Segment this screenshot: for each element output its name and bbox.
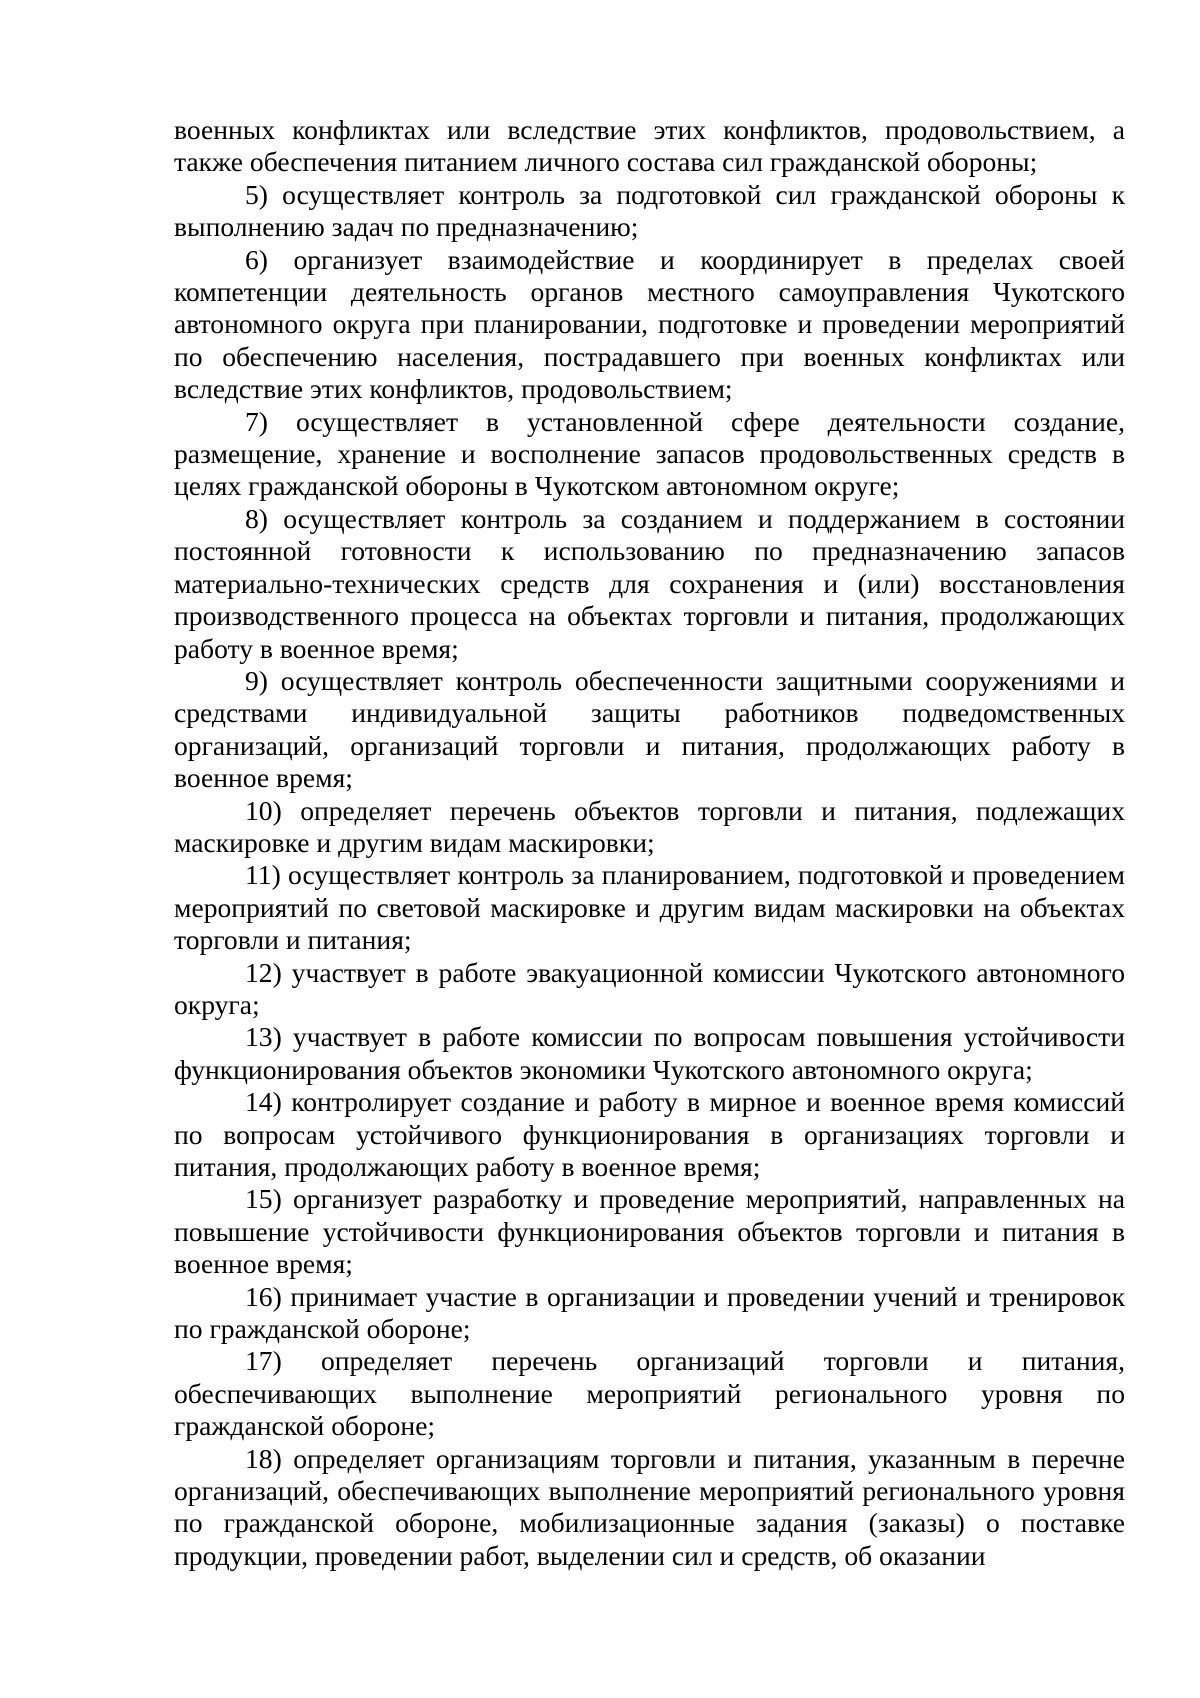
paragraph-item-17: 17) определяет перечень организаций торговли и питания, обеспечивающих выполнение мероприятий регионального уровня по гражданской обороне; (174, 1345, 1125, 1442)
paragraph-item-13: 13) участвует в работе комиссии по вопросам повышения устойчивости функционирования объектов экономики Чукотского автономного округа; (174, 1021, 1125, 1085)
paragraph-item-12: 12) участвует в работе эвакуационной комиссии Чукотского автономного округа; (174, 956, 1125, 1020)
paragraph-item-5: 5) осуществляет контроль за подготовкой сил гражданской обороны к выполнению задач по предназначению; (174, 178, 1125, 243)
paragraph-item-11: 11) осуществляет контроль за планированием, подготовкой и проведением мероприятий по световой маскировке и другим видам маскировки на объектах торговли и питания; (174, 859, 1125, 956)
paragraph-item-6: 6) организует взаимодействие и координирует в пределах своей компетенции деятельность органов местного самоуправления Чукотского автономного округа при планировании, подготовке и проведении мероприятий по обеспечению населения, пострадавшего при военных конфликтах или вследствие этих конфликтов, продовольствием; (174, 243, 1125, 405)
document-body (174, 114, 1125, 1572)
paragraph-continuation: военных конфликтах или вследствие этих конфликтов, продовольствием, а также обеспечения питанием личного состава сил гражданской обороны; (174, 114, 1125, 178)
paragraph-item-7: 7) осуществляет в установленной сфере деятельности создание, размещение, хранение и восполнение запасов продовольственных средств в целях гражданской обороны в Чукотском автономном округе; (174, 405, 1125, 502)
paragraph-item-16: 16) принимает участие в организации и проведении учений и тренировок по гражданской обороне; (174, 1280, 1125, 1345)
paragraph-item-9: 9) осуществляет контроль обеспеченности защитными сооружениями и средствами индивидуальной защиты работников подведомственных организаций, организаций торговли и питания, продолжающих работу в военное время; (174, 664, 1125, 794)
paragraph-item-15: 15) организует разработку и проведение мероприятий, направленных на повышение устойчивости функционирования объектов торговли и питания в военное время; (174, 1183, 1125, 1280)
paragraph-item-18: 18) определяет организациям торговли и питания, указанным в перечне организаций, обеспечивающих выполнение мероприятий регионального уровня по гражданской обороне, мобилизационные задания (заказы) о поставке продукции, проведении работ, выделении сил и средств, об оказании (174, 1442, 1125, 1571)
paragraph-item-8: 8) осуществляет контроль за созданием и поддержанием в состоянии постоянной готовности к использованию по предназначению запасов материально-технических средств для сохранения и (или) восстановления производственного процесса на объектах торговли и питания, продолжающих работу в военное время; (174, 502, 1125, 664)
paragraph-item-14: 14) контролирует создание и работу в мирное и военное время комиссий по вопросам устойчивого функционирования в организациях торговли и питания, продолжающих работу в военное время; (174, 1086, 1125, 1182)
paragraph-item-10: 10) определяет перечень объектов торговли и питания, подлежащих маскировке и другим видам маскировки; (174, 794, 1125, 858)
